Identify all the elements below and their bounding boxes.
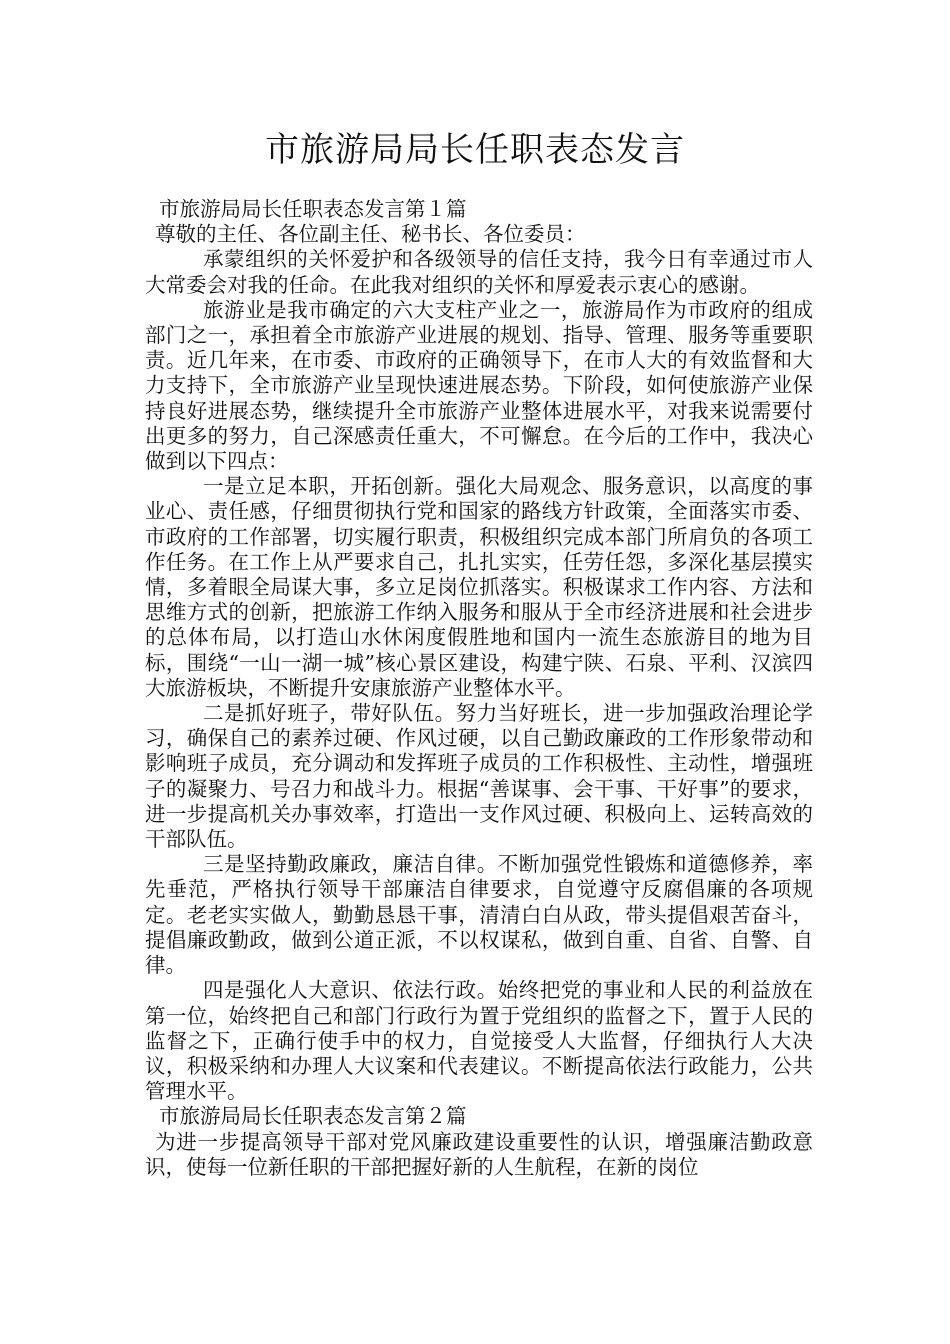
salutation: 尊敬的主任、各位副主任、秘书长、各位委员： (155, 222, 586, 247)
paragraph: 四是强化人大意识、依法行政。始终把党的事业和人民的利益放在第一位，始终把自己和部门行政行为置于党组织的监督之下，置于人民的监督之下，正确行使手中的权力，自觉接受人大监督，仔细执行人大决议，积极采纳和办理人大议案和代表建议。不断提高依法行政能力，公共管理水平。 (145, 978, 813, 1104)
paragraph: 旅游业是我市确定的六大支柱产业之一，旅游局作为市政府的组成部门之一，承担着全市旅游产业进展的规划、指导、管理、服务等重要职责。近几年来，在市委、市政府的正确领导下，在市人大的有效监督和大力支持下，全市旅游产业呈现快速进展态势。下阶段，如何使旅游产业保持良好进展态势，继续提升全市旅游产业整体进展水平，对我来说需要付出更多的努力，自己深感责任重大，不可懈怠。在今后的工作中，我决心做到以下四点： (145, 297, 813, 474)
document-title: 市旅游局局长任职表态发言 (265, 130, 685, 170)
paragraph: 承蒙组织的关怀爱护和各级领导的信任支持，我今日有幸通过市人大常委会对我的任命。在此我对组织的关怀和厚爱表示衷心的感谢。 (145, 247, 813, 297)
paragraph: 三是坚持勤政廉政，廉洁自律。不断加强党性锻炼和道德修养，率先垂范，严格执行领导干部廉洁自律要求，自觉遵守反腐倡廉的各项规定。老老实实做人，勤勤恳恳干事，清清白白从政，带头提倡艰苦奋斗，提倡廉政勤政，做到公道正派，不以权谋私，做到自重、自省、自警、自律。 (145, 852, 813, 978)
section-heading: 市旅游局局长任职表态发言第１篇 (159, 197, 467, 221)
paragraph: 二是抓好班子，带好队伍。努力当好班长，进一步加强政治理论学习，确保自己的素养过硬、作风过硬，以自己勤政廉政的工作形象带动和影响班子成员，充分调动和发挥班子成员的工作积极性、主动性，增强班子的凝聚力、号召力和战斗力。根据“善谋事、会干事、干好事”的要求，进一步提高机关办事效率，打造出一支作风过硬、积极向上、运转高效的干部队伍。 (145, 701, 813, 852)
section-heading: 市旅游局局长任职表态发言第２篇 (159, 1104, 467, 1129)
paragraph: 为进一步提高领导干部对党风廉政建设重要性的认识，增强廉洁勤政意识，使每一位新任职的干部把握好新的人生航程，在新的岗位 (145, 1129, 813, 1179)
paragraph: 一是立足本职，开拓创新。强化大局观念、服务意识，以高度的事业心、责任感，仔细贯彻执行党和国家的路线方针政策，全面落实市委、市政府的工作部署，切实履行职责，积极组织完成本部门所肩负的各项工作任务。在工作上从严要求自己，扎扎实实，任劳任怨，多深化基层摸实情，多着眼全局谋大事，多立足岗位抓落实。积极谋求工作内容、方法和思维方式的创新，把旅游工作纳入服务和服从于全市经济进展和社会进步的总体布局，以打造山水休闲度假胜地和国内一流生态旅游目的地为目标，围绕“一山一湖一城”核心景区建设，构建宁陕、石泉、平利、汉滨四大旅游板块，不断提升安康旅游产业整体水平。 (145, 474, 813, 700)
document-body (145, 197, 813, 1180)
